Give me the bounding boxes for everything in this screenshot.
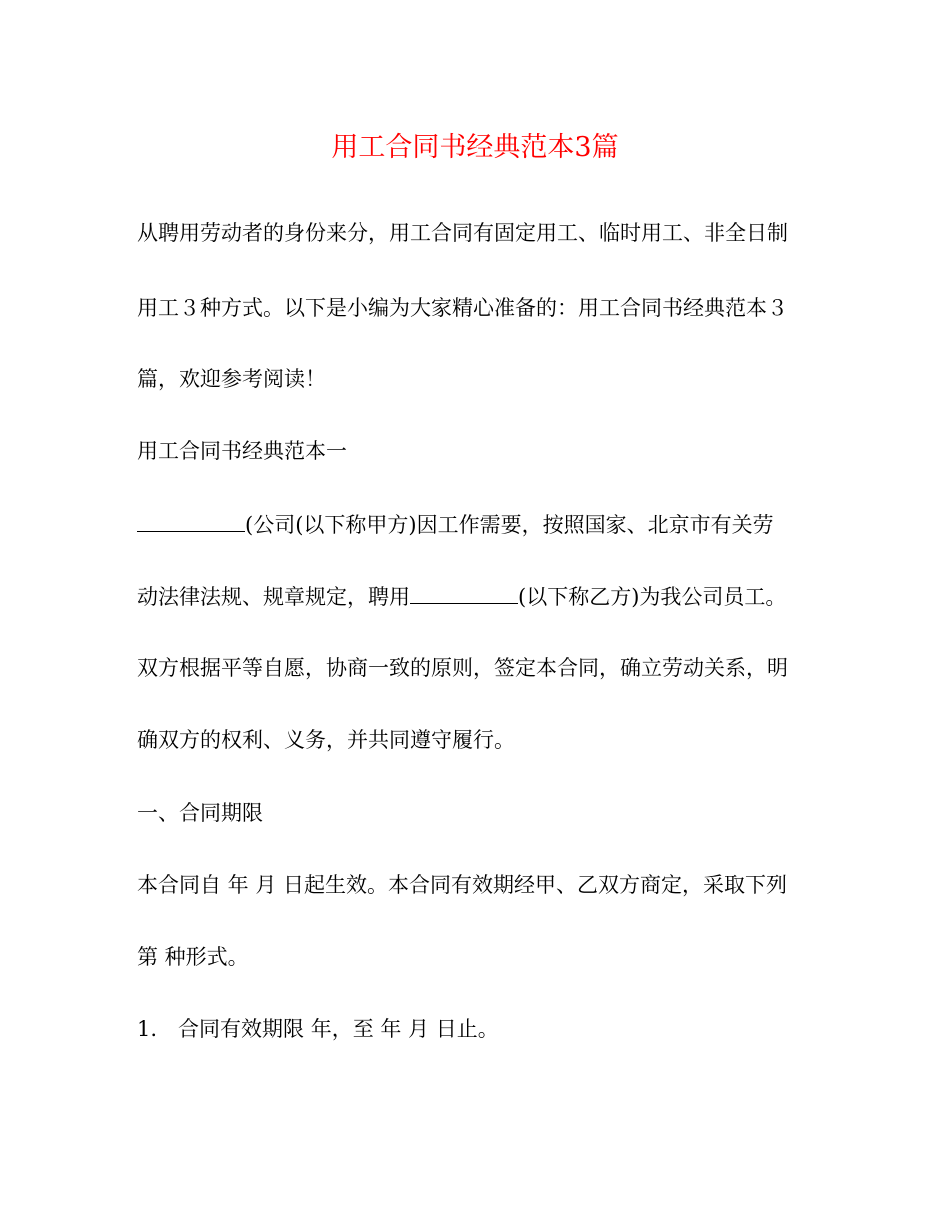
paragraph-line: 本合同自 年 月 日起生效。本合同有效期经甲、乙双方商定，采取下列: [137, 873, 788, 897]
paragraph-line: 从聘用劳动者的身份来分，用工合同有固定用工、临时用工、非全日制: [137, 221, 788, 245]
paragraph-line: 第 种形式。: [137, 945, 249, 969]
line-text: 动法律法规、规章规定，聘用: [137, 585, 410, 609]
paragraph-line: [137, 581, 786, 613]
document-title: 用工合同书经典范本3篇: [331, 132, 619, 163]
line-text: (以下称乙方)为我公司员工。: [518, 585, 787, 609]
fill-in-blank[interactable]: [410, 583, 518, 604]
paragraph-line: 双方根据平等自愿，协商一致的原则，签定本合同，确立劳动关系，明: [137, 656, 788, 680]
paragraph-line: 确双方的权利、义务，并共同遵守履行。: [137, 728, 515, 752]
paragraph-line: [137, 509, 774, 541]
paragraph-line: 篇，欢迎参考阅读！: [137, 367, 326, 391]
fill-in-blank[interactable]: [137, 511, 245, 532]
paragraph-line: 1. 合同有效期限 年，至 年 月 日止。: [137, 1017, 499, 1041]
paragraph-line: 用工３种方式。以下是小编为大家精心准备的：用工合同书经典范本３: [137, 296, 788, 320]
section-heading: 用工合同书经典范本一: [137, 439, 347, 463]
line-text: (公司(以下称甲方)因工作需要，按照国家、北京市有关劳: [245, 513, 774, 537]
section-heading: 一、合同期限: [137, 801, 263, 825]
